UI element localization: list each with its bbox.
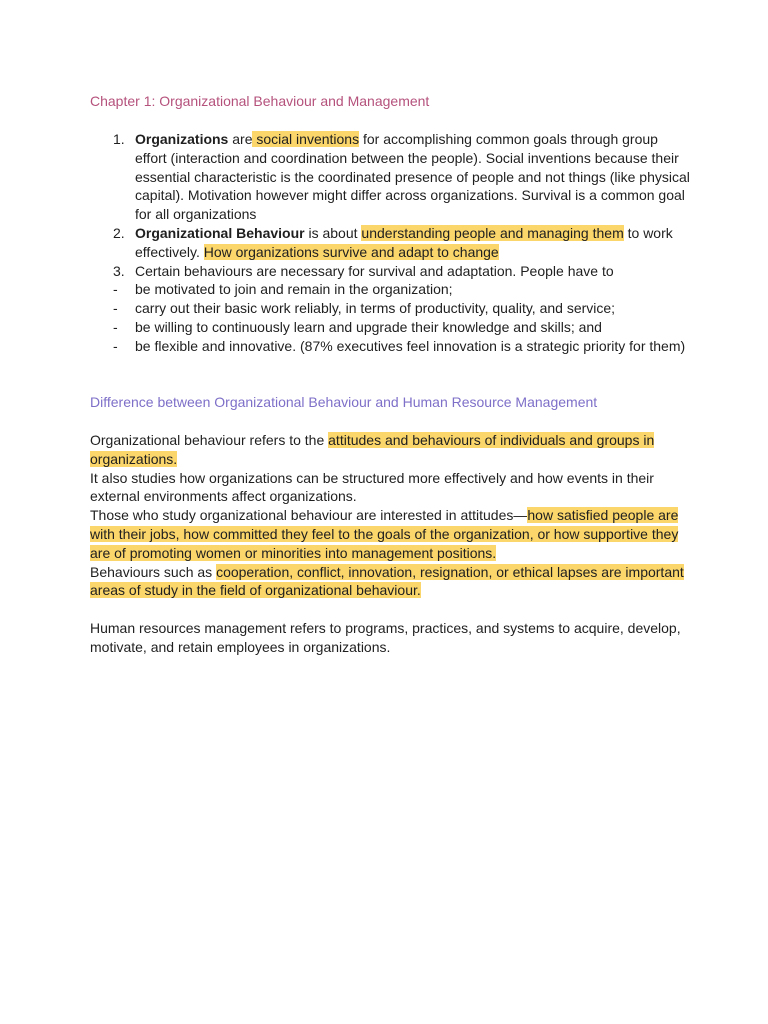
text: Those who study organizational behaviour are interested in attitudes— (90, 507, 528, 524)
dash-item (90, 280, 690, 299)
text: to work effectively. (135, 224, 673, 260)
dash-item (90, 299, 690, 318)
text: Certain behaviours are necessary for survival and adaptation. People have to (135, 262, 614, 279)
list-marker: 2. (113, 224, 125, 241)
highlight: How organizations survive and adapt to change (203, 243, 499, 260)
paragraph (90, 431, 690, 469)
dash-marker: - (113, 300, 118, 317)
highlight: understanding people and managing them (361, 224, 624, 241)
term-organizational-behaviour: Organizational Behaviour (135, 224, 305, 241)
dash-marker: - (113, 318, 118, 335)
list-marker: 3. (113, 262, 125, 279)
dash-marker: - (113, 281, 118, 298)
dash-item (90, 337, 690, 356)
section-heading: Difference between Organizational Behaviour and Human Resource Management (90, 394, 598, 410)
text: be motivated to join and remain in the organization; (135, 281, 453, 298)
text: are (228, 131, 253, 147)
highlight: attitudes and behaviours of individuals and groups in organizations. (90, 432, 655, 467)
text: be willing to continuously learn and upgrade their knowledge and skills; and (135, 318, 602, 335)
list-marker: 1. (113, 131, 125, 147)
paragraph (90, 506, 690, 562)
spacer (90, 600, 690, 619)
numbered-list (90, 130, 690, 356)
list-item (90, 262, 690, 281)
dash-item (90, 318, 690, 337)
highlight: cooperation, conflict, innovation, resignation, or ethical lapses are important areas of study in the field of organizational behaviour. (90, 563, 684, 599)
dash-marker: - (113, 337, 118, 354)
chapter-heading: Chapter 1: Organizational Behaviour and Management (90, 93, 430, 109)
paragraph (90, 563, 690, 601)
text: is about (304, 224, 362, 241)
highlight: social inventions (252, 131, 360, 147)
section-body (90, 431, 690, 657)
text: Behaviours such as (90, 563, 217, 580)
paragraph: Human resources management refers to programs, practices, and systems to acquire, develop, motivate, and retain employees in organizations. (90, 620, 681, 655)
paragraph: It also studies how organizations can be structured more effectively and how events in their external environments affect organizations. (90, 469, 654, 505)
list-item (90, 130, 690, 224)
text: for accomplishing common goals through group effort (interaction and coordination between the people). Social inventions because their essential characteristic is the coordinated presence of people and not things (like physical capital). Motivation however might differ across organizations. Survival is a common goal for all organizations (135, 131, 690, 223)
list-item (90, 224, 690, 262)
text: carry out their basic work reliably, in terms of productivity, quality, and service; (135, 300, 616, 317)
text: Organizational behaviour refers to the (90, 432, 329, 448)
term-organizations: Organizations (135, 131, 229, 147)
text: be flexible and innovative. (87% executives feel innovation is a strategic priority for them) (135, 337, 686, 354)
highlight: how satisfied people are with their jobs, how committed they feel to the goals of the organization, or how supportive they are of promoting women or minorities into management positions. (90, 507, 679, 561)
